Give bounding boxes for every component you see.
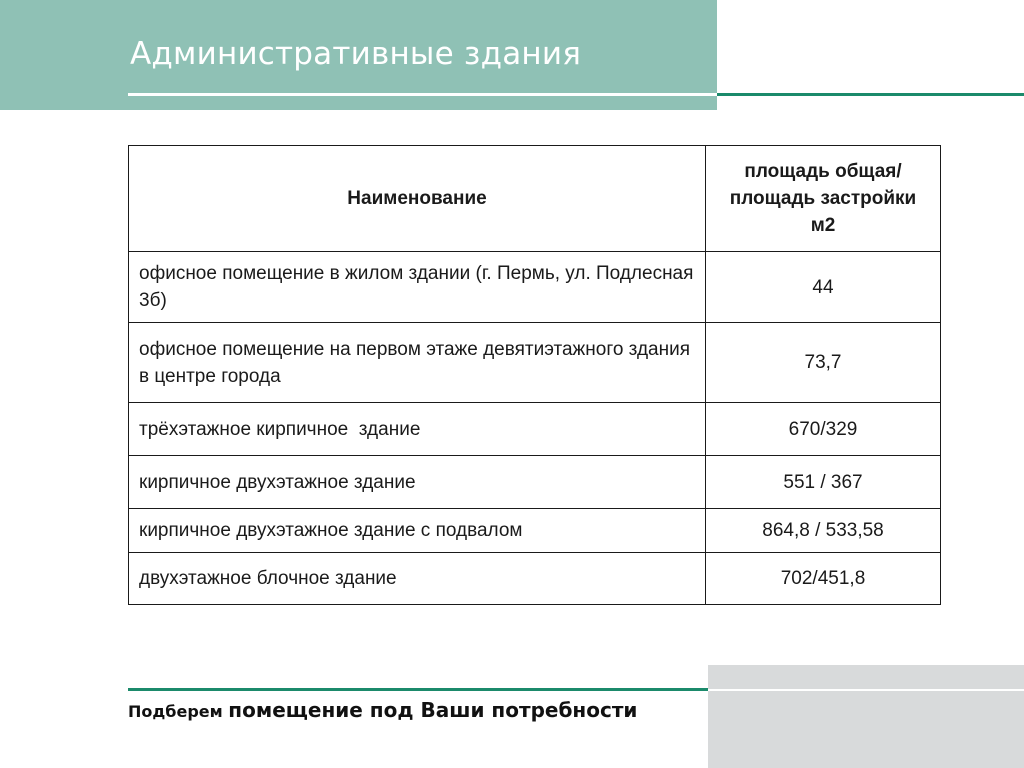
building-name-cell: офисное помещение на первом этаже девятиэтажного здания в центре города xyxy=(129,323,706,403)
building-area-cell: 864,8 / 533,58 xyxy=(706,509,941,553)
table-row xyxy=(129,553,941,605)
table-row xyxy=(129,252,941,323)
footer-tagline xyxy=(128,698,637,722)
building-area-cell: 670/329 xyxy=(706,403,941,456)
building-area-cell: 44 xyxy=(706,252,941,323)
footer-accent-line xyxy=(128,688,708,691)
building-area-cell: 73,7 xyxy=(706,323,941,403)
building-area-cell: 702/451,8 xyxy=(706,553,941,605)
building-name-cell: трёхэтажное кирпичное здание xyxy=(129,403,706,456)
table-row xyxy=(129,456,941,509)
table-row xyxy=(129,509,941,553)
building-name-cell: офисное помещение в жилом здании (г. Пермь, ул. Подлесная 3б) xyxy=(129,252,706,323)
building-name-cell: кирпичное двухэтажное здание с подвалом xyxy=(129,509,706,553)
footer-divider-white xyxy=(708,689,1024,691)
table-row xyxy=(129,403,941,456)
column-header-name: Наименование xyxy=(129,146,706,252)
footer-gray-block xyxy=(708,665,1024,768)
building-name-cell: кирпичное двухэтажное здание xyxy=(129,456,706,509)
page-title: Административные здания xyxy=(130,36,582,72)
tagline-main: помещение под Ваши потребности xyxy=(228,698,638,722)
title-underline xyxy=(128,93,717,96)
column-header-area: площадь общая/ площадь застройки м2 xyxy=(706,146,941,252)
table-header-row xyxy=(129,146,941,252)
header-accent-line xyxy=(717,93,1024,96)
buildings-table xyxy=(128,145,941,605)
table-row xyxy=(129,323,941,403)
building-area-cell: 551 / 367 xyxy=(706,456,941,509)
building-name-cell: двухэтажное блочное здание xyxy=(129,553,706,605)
tagline-prefix: Подберем xyxy=(128,702,223,721)
